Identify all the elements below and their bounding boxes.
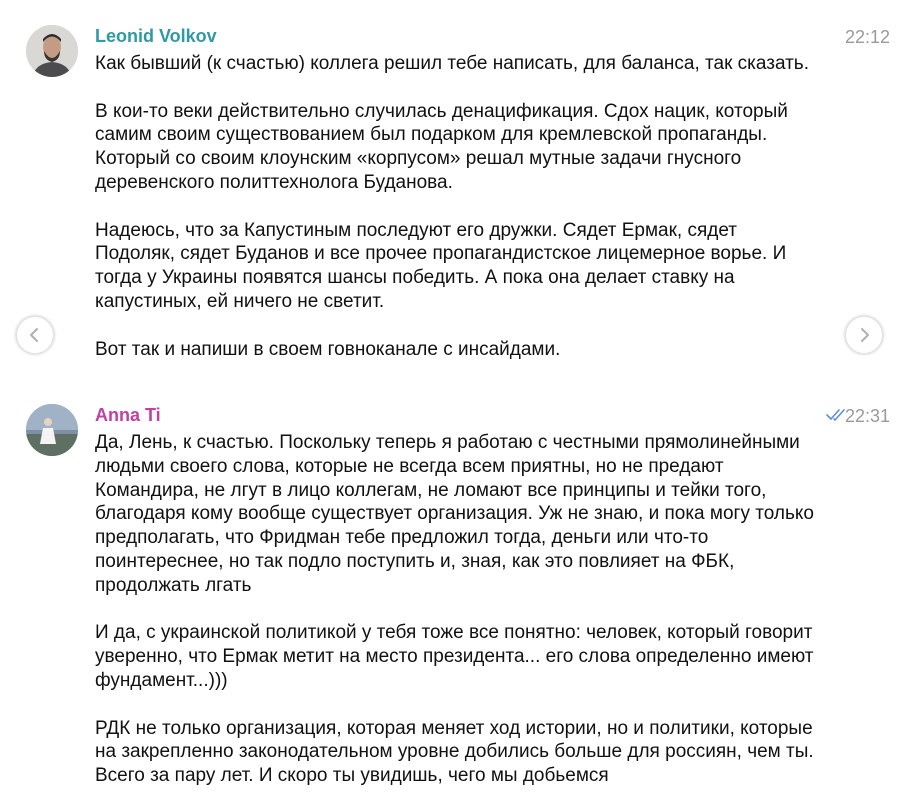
previous-date-divider bbox=[0, 0, 900, 6]
message-text bbox=[95, 52, 815, 385]
sender-name[interactable]: Leonid Volkov bbox=[95, 26, 217, 46]
message-text bbox=[95, 431, 815, 812]
message-paragraph: Как бывший (к счастью) коллега решил тебе написать, для баланса, так сказать. bbox=[95, 53, 809, 74]
sender-name[interactable]: Anna Ti bbox=[95, 405, 161, 425]
message-paragraph: РДК не только организация, которая меняет ход истории, но и политики, которые на закрепленно законодательном уровне добились больше для россиян, чем ты. Всего за пару лет. И скоро ты увидишь, чего мы добьемся bbox=[95, 717, 814, 787]
chevron-right-icon bbox=[855, 326, 873, 344]
next-arrow-button[interactable] bbox=[845, 316, 883, 354]
message-paragraph: Вот так и напиши в своем говноканале с инсайдами. bbox=[95, 338, 561, 360]
avatar-leonid[interactable] bbox=[26, 25, 78, 77]
prev-arrow-button[interactable] bbox=[16, 316, 54, 354]
message-time: 22:12 bbox=[844, 27, 890, 47]
message-paragraph: И да, с украинской политикой у тебя тоже все понятно: человек, который говорит уверенно, что Ермак метит на место президента... его слова определенно имеют фундамент...))) bbox=[95, 622, 814, 691]
avatar-anna[interactable] bbox=[26, 404, 78, 456]
message-paragraph: Да, Лень, к счастью. Поскольку теперь я работаю с честными прямолинейными людьми своего слова, которые не всегда всем приятны, но не предают Командира, не лгут в лицо коллегам, не ломают все принципы и тейки того, благодаря кому вообще существует организация. Уж не знаю, и пока могу только предполагать, что Фридман тебе предложил тогда, деньги или что-то поинтереснее, но так подло поступить и, зная, как это повлияет на ФБК, продолжать лгать bbox=[95, 432, 814, 596]
avatar-photo-icon bbox=[26, 25, 78, 77]
message-paragraph: Надеюсь, что за Капустиным последуют его дружки. Сядет Ермак, сядет Подоляк, сядет Буданов и все прочее пропагандистское лицемерное ворье. И тогда у Украины появятся шансы победить. А пока она делает ставку на капустиных, ей ничего не светит. bbox=[95, 219, 787, 312]
message-time: 22:31 bbox=[844, 406, 890, 426]
chevron-left-icon bbox=[26, 326, 44, 344]
message-paragraph: В кои-то веки действительно случилась денацификация. Сдох нацик, который самим своим существованием был подарком для кремлевской пропаганды. Который со своим клоунским «корпусом» решал мутные задачи гнусного деревенского политтехнолога Буданова. bbox=[95, 100, 788, 193]
avatar-photo-icon bbox=[26, 404, 78, 456]
